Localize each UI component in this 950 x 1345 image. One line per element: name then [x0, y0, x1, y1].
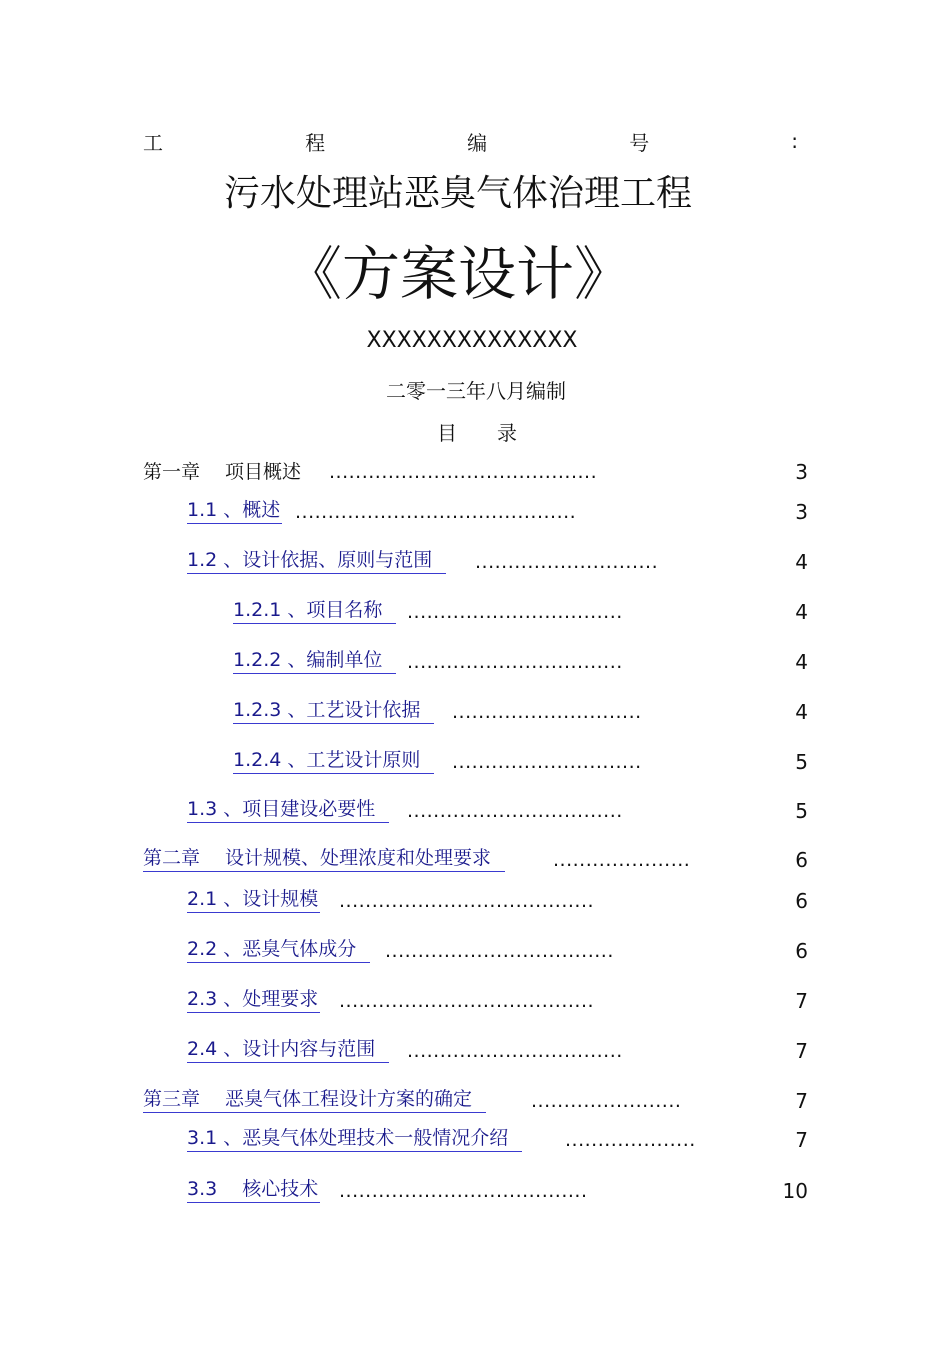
toc-page-number: 4: [795, 550, 808, 574]
toc-page-number: 7: [795, 1089, 808, 1113]
toc-page-number: 4: [795, 650, 808, 674]
toc-entry-label[interactable]: 2.2 、恶臭气体成分: [187, 937, 370, 963]
toc-entry-1-2-3[interactable]: [233, 698, 673, 726]
project-number-char: 号: [629, 130, 650, 155]
toc-leader-dots: .......................: [531, 1090, 682, 1112]
toc-entry-label[interactable]: 1.3 、项目建设必要性: [187, 797, 389, 823]
company-name: XXXXXXXXXXXXXX: [366, 328, 578, 353]
toc-entry-chapter-2[interactable]: [143, 846, 703, 874]
toc-entry-label[interactable]: 3.3 核心技术: [187, 1177, 320, 1203]
toc-entry-chapter-3[interactable]: [143, 1087, 703, 1115]
toc-entry-label[interactable]: 2.4 、设计内容与范围: [187, 1037, 389, 1063]
toc-page-number: 4: [795, 600, 808, 624]
toc-entry-1-2[interactable]: [187, 548, 667, 576]
toc-leader-dots: .....................: [553, 849, 691, 871]
toc-entry-2-4[interactable]: [187, 1037, 667, 1065]
toc-entry-label[interactable]: 1.2.3 、工艺设计依据: [233, 698, 434, 724]
toc-page-number: 7: [795, 1128, 808, 1152]
toc-leader-dots: ...........................................: [295, 501, 577, 523]
toc-entry-1-2-4[interactable]: [233, 748, 673, 776]
toc-entry-label[interactable]: 第二章 设计规模、处理浓度和处理要求: [143, 846, 505, 872]
toc-heading-char: 目: [437, 421, 457, 445]
compile-date: 二零一三年八月编制: [386, 379, 566, 403]
toc-entry-2-2[interactable]: [187, 937, 667, 965]
toc-entry-label[interactable]: 2.1 、设计规模: [187, 887, 320, 913]
toc-leader-dots: ............................: [475, 551, 659, 573]
toc-entry-label[interactable]: 2.3 、处理要求: [187, 987, 320, 1013]
project-number-char: 编: [467, 130, 488, 155]
toc-entry-label[interactable]: 1.2.4 、工艺设计原则: [233, 748, 434, 774]
document-title: 《方案设计》: [283, 240, 632, 308]
toc-page-number: 3: [795, 460, 808, 484]
project-number-char: 程: [305, 130, 326, 155]
toc-page-number: 10: [782, 1179, 808, 1203]
toc-page-number: 5: [795, 799, 808, 823]
toc-leader-dots: .......................................: [339, 990, 595, 1012]
toc-page-number: 6: [795, 889, 808, 913]
toc-page-number: 3: [795, 500, 808, 524]
project-number-char: 工: [143, 130, 163, 155]
toc-entry-label[interactable]: 1.2.2 、编制单位: [233, 648, 396, 674]
toc-page-number: 6: [795, 848, 808, 872]
toc-leader-dots: .................................: [407, 800, 623, 822]
toc-leader-dots: ...................................: [385, 940, 614, 962]
project-number-line: [143, 128, 798, 154]
toc-leader-dots: .........................................: [329, 461, 598, 483]
toc-leader-dots: .............................: [452, 701, 642, 723]
toc-page-number: 6: [795, 939, 808, 963]
project-number-char: :: [791, 129, 798, 153]
toc-heading-char: 录: [497, 421, 517, 445]
toc-entry-label[interactable]: 第三章 恶臭气体工程设计方案的确定: [143, 1087, 486, 1113]
toc-entry-label[interactable]: 1.1 、概述: [187, 498, 282, 524]
toc-entry-label[interactable]: 3.1 、恶臭气体处理技术一般情况介绍: [187, 1126, 522, 1152]
toc-leader-dots: ....................: [565, 1129, 696, 1151]
toc-page-number: 7: [795, 1039, 808, 1063]
toc-leader-dots: ......................................: [339, 1180, 588, 1202]
toc-entry-chapter-1[interactable]: [143, 458, 663, 486]
toc-leader-dots: .......................................: [339, 890, 595, 912]
toc-entry-3-1[interactable]: [187, 1126, 707, 1154]
toc-leader-dots: .............................: [452, 751, 642, 773]
toc-entry-label[interactable]: 1.2.1 、项目名称: [233, 598, 396, 624]
toc-leader-dots: .................................: [407, 651, 623, 673]
toc-entry-label[interactable]: 第一章 项目概述: [143, 461, 302, 483]
toc-entry-1-1[interactable]: [187, 498, 667, 526]
main-title: 污水处理站恶臭气体治理工程: [223, 173, 692, 214]
toc-entry-1-2-1[interactable]: [233, 598, 673, 626]
toc-leader-dots: .................................: [407, 1040, 623, 1062]
toc-page-number: 5: [795, 750, 808, 774]
toc-page-number: 4: [795, 700, 808, 724]
toc-entry-2-3[interactable]: [187, 987, 667, 1015]
toc-page-number: 7: [795, 989, 808, 1013]
toc-heading: [437, 418, 517, 448]
toc-leader-dots: .................................: [407, 601, 623, 623]
toc-entry-1-3[interactable]: [187, 797, 667, 825]
toc-entry-1-2-2[interactable]: [233, 648, 673, 676]
toc-entry-2-1[interactable]: [187, 887, 667, 915]
toc-entry-label[interactable]: 1.2 、设计依据、原则与范围: [187, 548, 446, 574]
toc-entry-3-3[interactable]: [187, 1177, 667, 1205]
